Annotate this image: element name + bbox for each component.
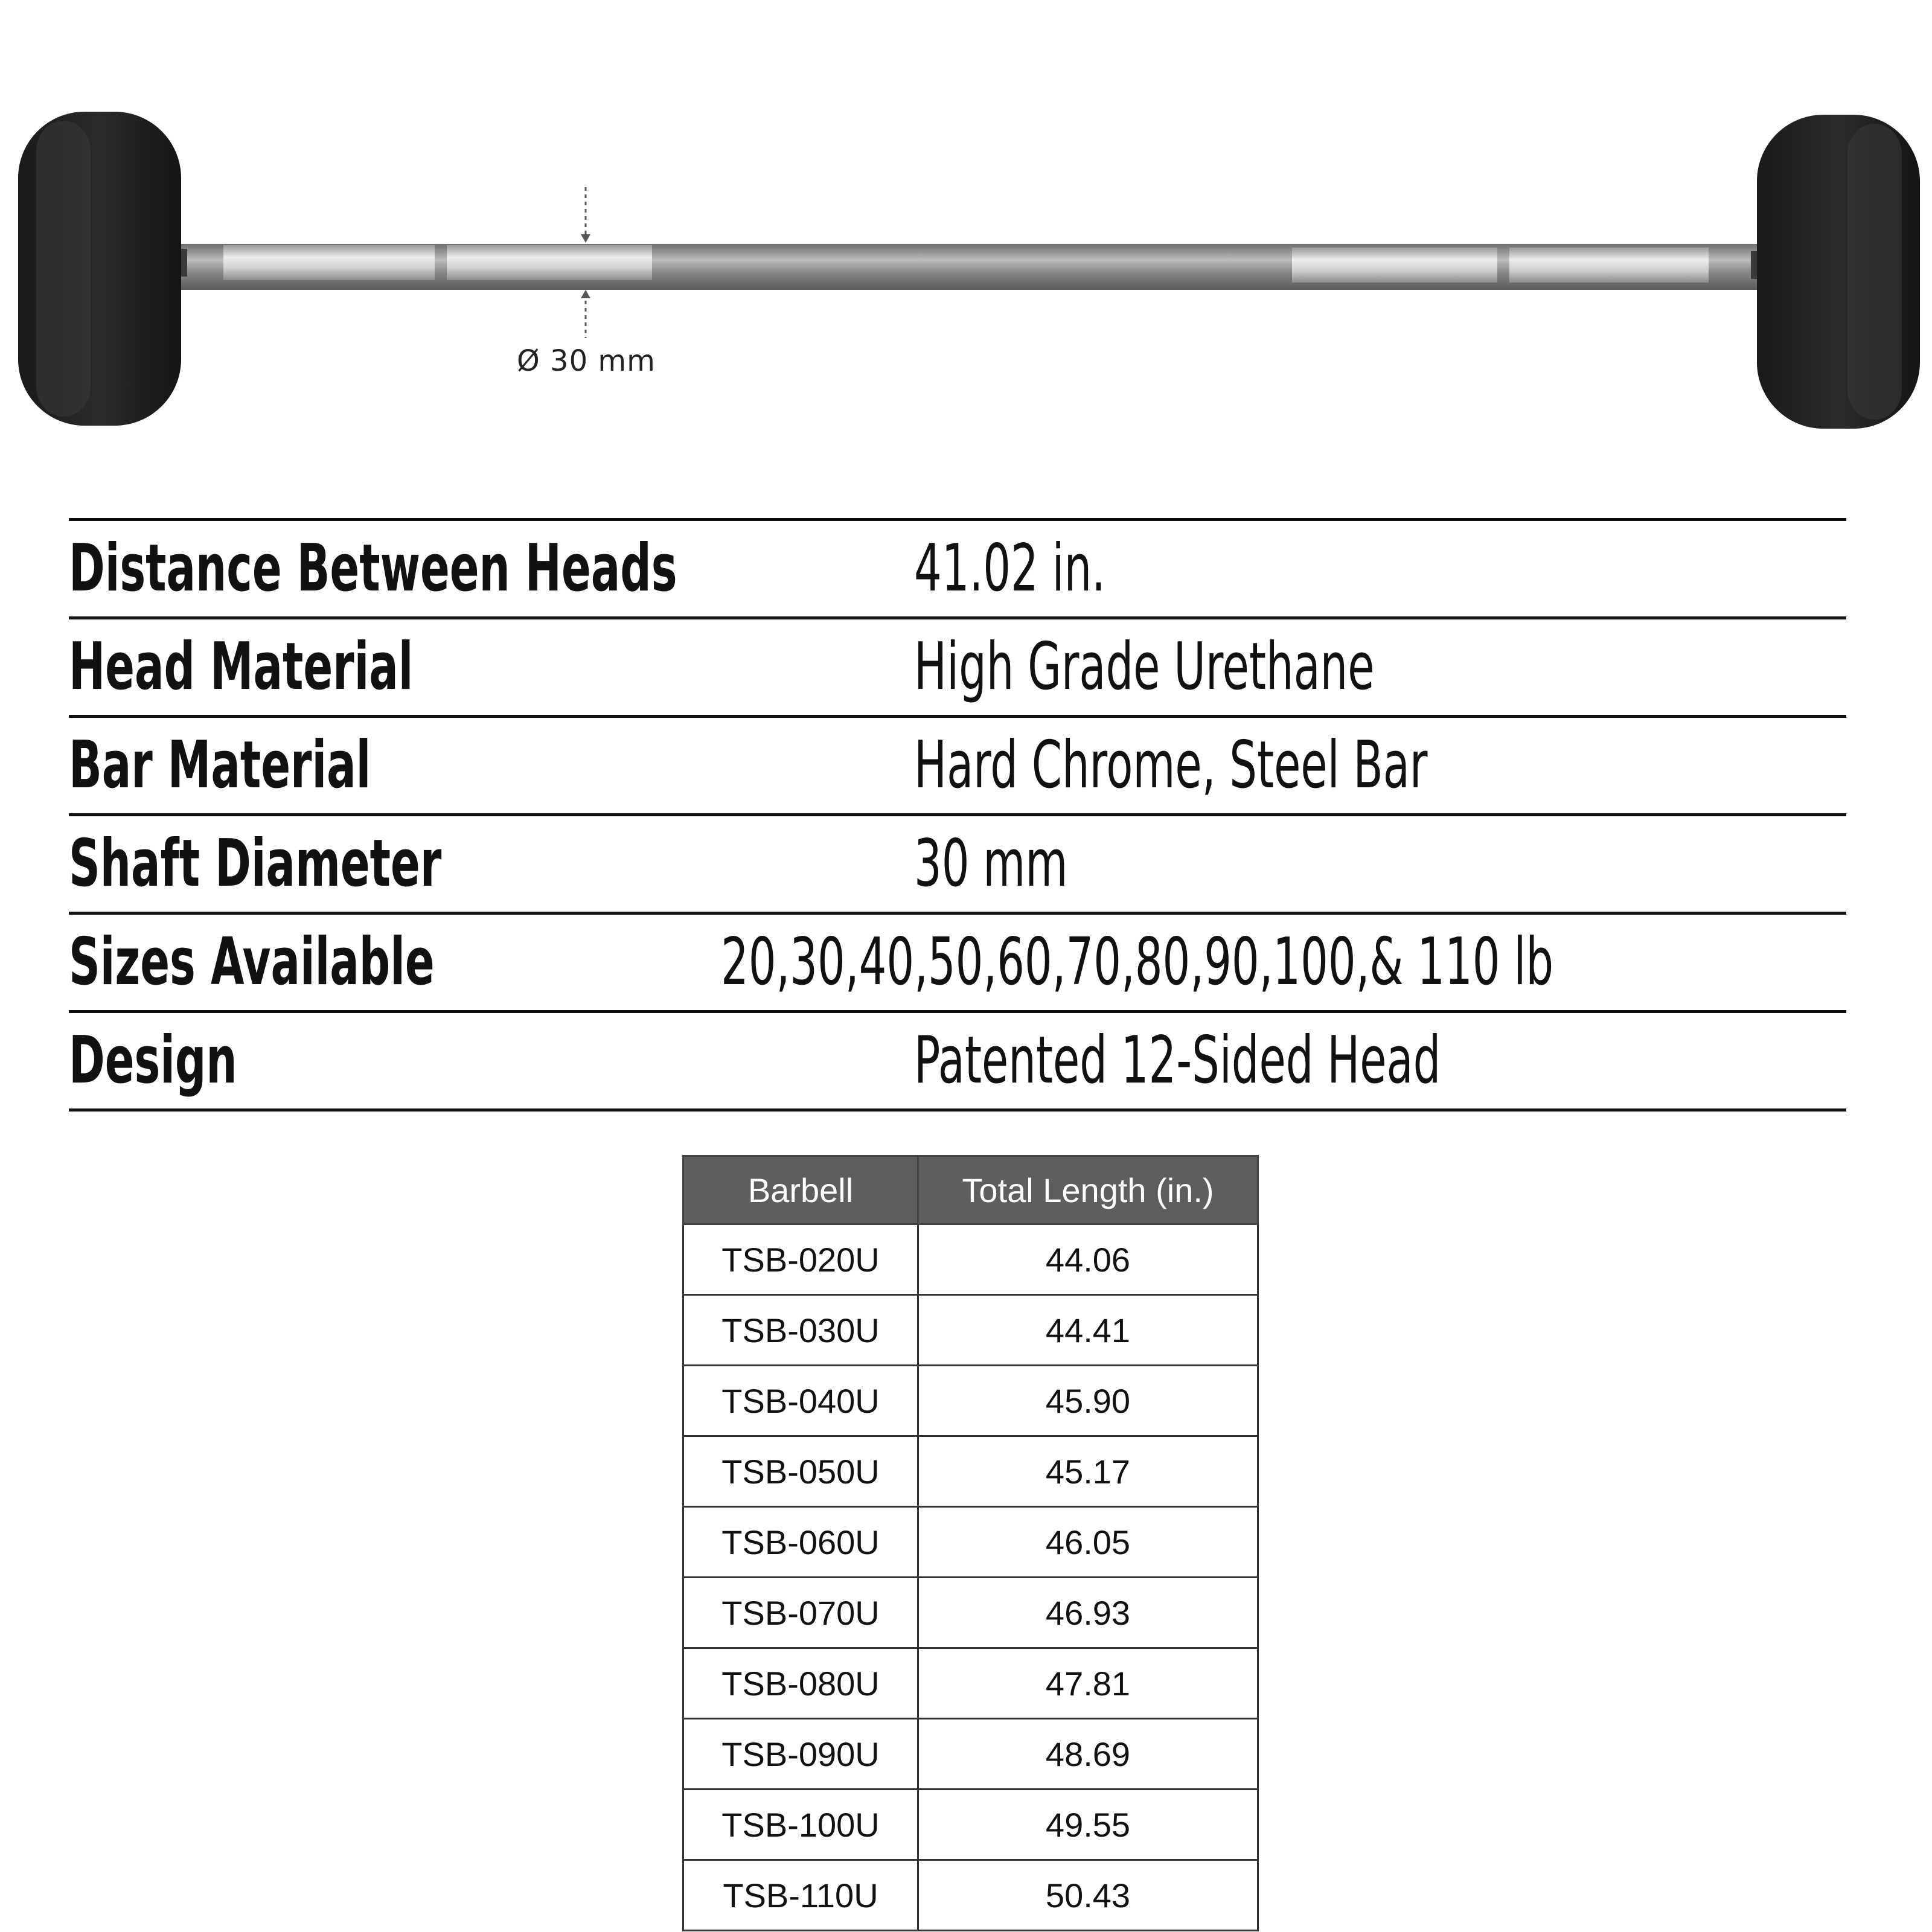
length-cell: 44.41 (918, 1295, 1258, 1366)
spec-label: Bar Material (69, 728, 371, 803)
table-row (683, 1719, 1258, 1790)
length-cell: 45.90 (918, 1366, 1258, 1436)
length-cell: 49.55 (918, 1790, 1258, 1860)
model-cell: TSB-030U (683, 1295, 918, 1366)
model-cell: TSB-050U (683, 1436, 918, 1507)
grip-left-outer (223, 245, 435, 280)
table-row (683, 1366, 1258, 1436)
spec-row (69, 619, 1846, 718)
model-cell: TSB-110U (683, 1860, 918, 1931)
length-cell: 45.17 (918, 1436, 1258, 1507)
spec-value: Hard Chrome, Steel Bar (914, 728, 1428, 803)
length-cell: 46.93 (918, 1578, 1258, 1648)
length-cell: 47.81 (918, 1648, 1258, 1719)
barbell-illustration (0, 0, 1932, 459)
table-row (683, 1436, 1258, 1507)
model-cell: TSB-090U (683, 1719, 918, 1790)
table-row (683, 1224, 1258, 1295)
length-cell: 44.06 (918, 1224, 1258, 1295)
model-cell: TSB-020U (683, 1224, 918, 1295)
spec-value: 30 mm (914, 826, 1068, 901)
spec-label: Sizes Available (69, 924, 435, 1000)
table-row (683, 1860, 1258, 1931)
spec-table (69, 518, 1846, 1112)
spec-value: Patented 12-Sided Head (914, 1023, 1441, 1098)
grip-right-inner (1292, 248, 1497, 283)
column-header-total-length: Total Length (in.) (918, 1156, 1258, 1224)
table-row (683, 1578, 1258, 1648)
spec-row (69, 915, 1846, 1013)
spec-value: High Grade Urethane (914, 629, 1375, 705)
spec-label: Design (69, 1023, 237, 1098)
spec-row (69, 521, 1846, 619)
length-cell: 46.05 (918, 1507, 1258, 1578)
length-cell: 50.43 (918, 1860, 1258, 1931)
shaft-diameter-label: Ø 30 mm (517, 344, 656, 378)
table-row (683, 1507, 1258, 1578)
spec-row (69, 718, 1846, 816)
spec-row (69, 1013, 1846, 1112)
spec-label: Head Material (69, 629, 414, 705)
spec-label: Shaft Diameter (69, 826, 442, 901)
table-row (683, 1295, 1258, 1366)
grip-left-inner (447, 245, 652, 280)
spec-value: 20,30,40,50,60,70,80,90,100,& 110 lb (721, 924, 1554, 1000)
grip-right-outer (1509, 248, 1709, 283)
model-cell: TSB-070U (683, 1578, 918, 1648)
spec-label: Distance Between Heads (69, 531, 677, 606)
left-head (18, 112, 181, 426)
total-length-table (682, 1155, 1259, 1931)
table-row (683, 1648, 1258, 1719)
model-cell: TSB-040U (683, 1366, 918, 1436)
table-row (683, 1790, 1258, 1860)
model-cell: TSB-080U (683, 1648, 918, 1719)
table-header-row (683, 1156, 1258, 1224)
length-cell: 48.69 (918, 1719, 1258, 1790)
column-header-barbell: Barbell (683, 1156, 918, 1224)
spec-value: 41.02 in. (914, 531, 1105, 606)
model-cell: TSB-060U (683, 1507, 918, 1578)
model-cell: TSB-100U (683, 1790, 918, 1860)
spec-row (69, 816, 1846, 915)
right-head (1757, 115, 1920, 429)
